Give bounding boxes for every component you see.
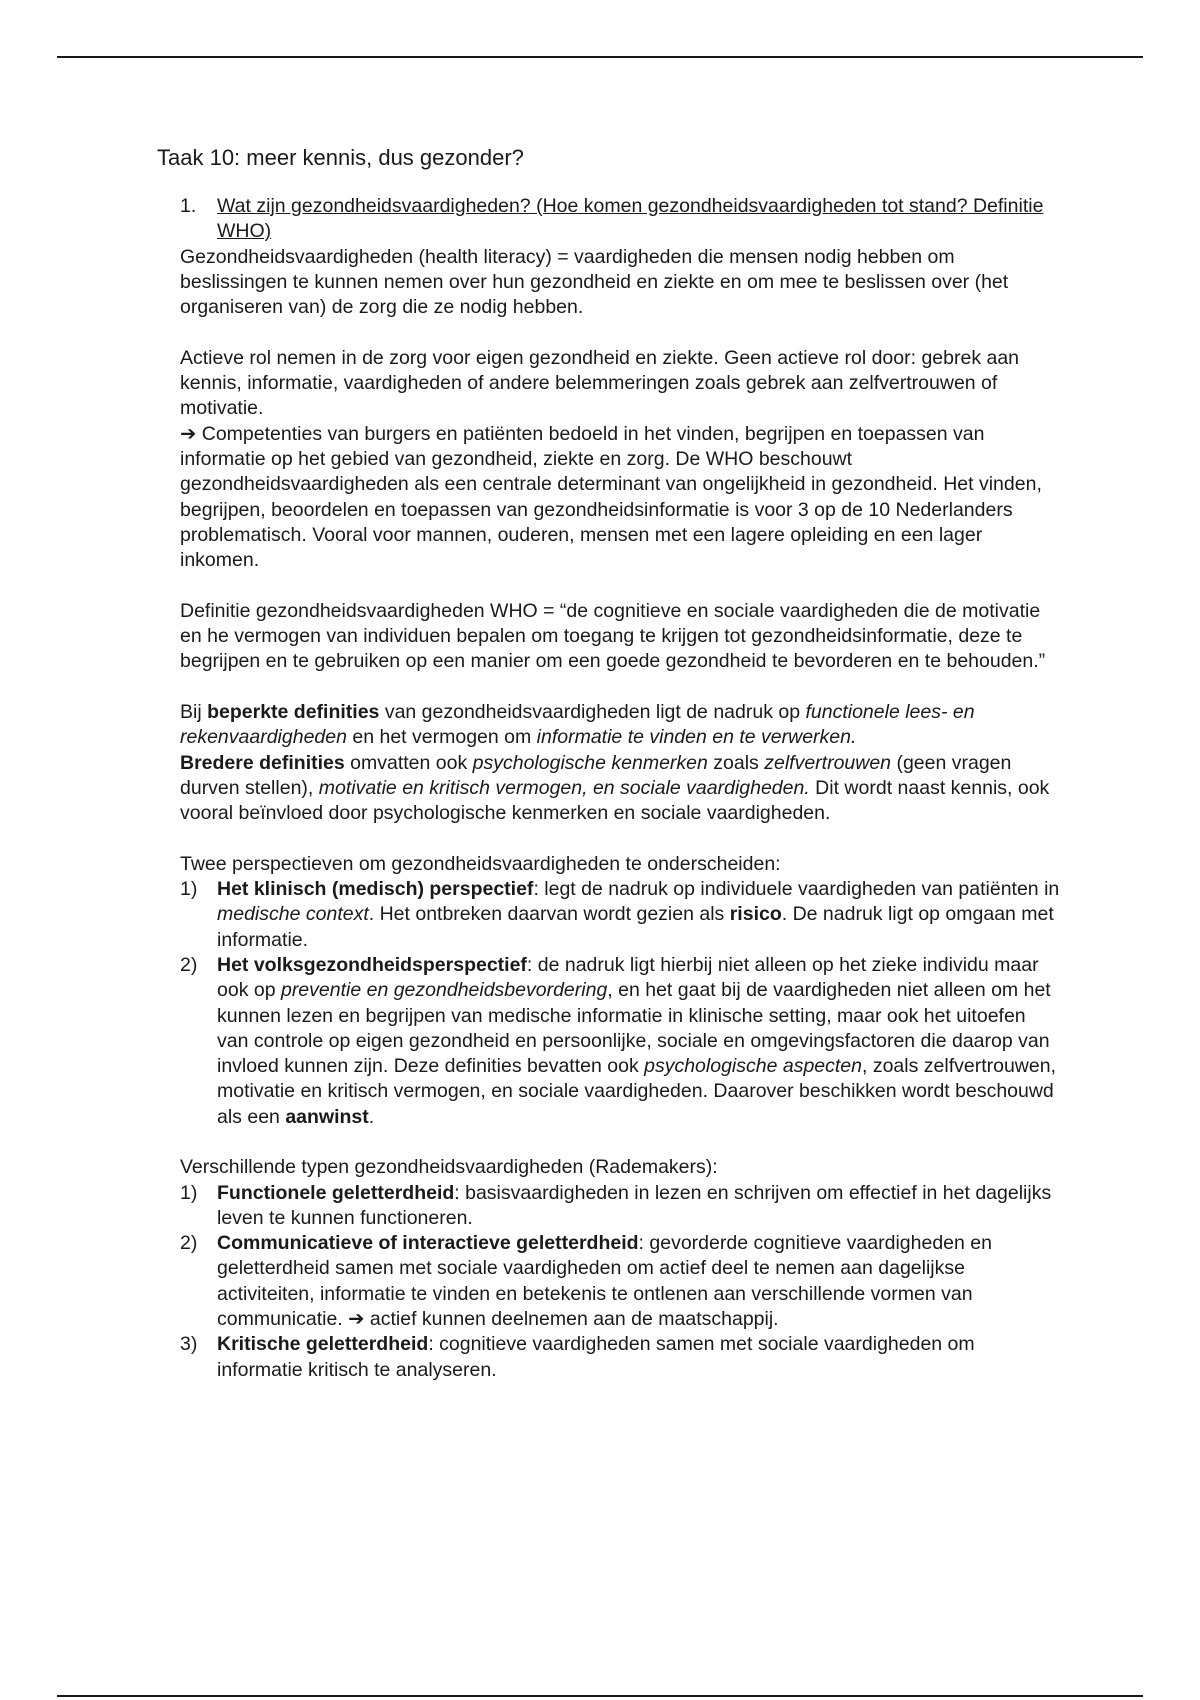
perspectives-intro: Twee perspectieven om gezondheidsvaardigheden te onderscheiden: xyxy=(180,852,781,875)
header-rule xyxy=(57,56,1143,58)
question-heading xyxy=(180,194,1060,245)
types-intro: Verschillende typen gezondheidsvaardigheden (Rademakers): xyxy=(180,1156,718,1179)
paragraph-who-definition: Definitie gezondheidsvaardigheden WHO = “de cognitieve en sociale vaardigheden die de motivatie en he vermogen van individuen bepalen om toegang te krijgen tot gezondheidsinformatie, deze te begrijpen en te gebruiken op een manier om een goede gezondheid te bevorderen en te behouden.” xyxy=(180,599,1046,673)
question-text: Wat zijn gezondheidsvaardigheden? (Hoe komen gezondheidsvaardigheden tot stand? Definitie WHO) xyxy=(217,195,1044,243)
list-item: 1) Functionele geletterdheid: basisvaardigheden in lezen en schrijven om effectief in het dagelijks leven te kunnen functioneren. xyxy=(180,1181,1052,1229)
list-item: 3) Kritische geletterdheid: cognitieve vaardigheden samen met sociale vaardigheden om informatie kritisch te analyseren. xyxy=(180,1333,975,1381)
paragraph-active-role: Actieve rol nemen in de zorg voor eigen gezondheid en ziekte. Geen actieve rol door: gebrek aan kennis, informatie, vaardigheden of andere belemmeringen zoals gebrek aan zelfvertrouwen of motivatie. xyxy=(180,346,1020,420)
list-item: 2) Het volksgezondheidsperspectief: de nadruk ligt hierbij niet alleen op het zieke individu maar ook op preventie en gezondheidsbevordering, en het gaat bij de vaardigheden niet alleen om het kunnen lezen en begrijpen van medische informatie in klinische setting, maar ook het uitoefen van controle op eigen gezondheid en persoonlijke, sociale en omgevingsfactoren die daarop van invloed kunnen zijn. Deze definities bevatten ook psychologische aspecten, zoals zelfvertrouwen, motivatie en kritisch vermogen, en sociale vaardigheden. Daarover beschikken wordt beschouwd als een aanwinst. xyxy=(180,953,1057,1128)
page-title: Taak 10: meer kennis, dus gezonder? xyxy=(157,145,524,170)
paragraph-competences: ➔ Competenties van burgers en patiënten bedoeld in het vinden, begrijpen en toepassen van informatie op het gebied van gezondheid, ziekte en zorg. De WHO beschouwt gezondheidsvaardigheden als een centrale determinant van ongelijkheid in gezondheid. Het vinden, begrijpen, beoordelen en toepassen van gezondheidsinformatie is voor 3 op de 10 Nederlanders problematisch. Vooral voor mannen, ouderen, mensen met een lagere opleiding en een lager inkomen. xyxy=(180,422,1042,572)
footer-rule xyxy=(57,1695,1143,1697)
list-item: 2) Communicatieve of interactieve geletterdheid: gevorderde cognitieve vaardigheden en geletterdheid samen met sociale vaardigheden om actief deel te nemen aan dagelijkse activiteiten, informatie te vinden en betekenis te ontlenen aan verschillende vormen van communicatie. ➔ actief kunnen deelnemen aan de maatschappij. xyxy=(180,1232,992,1331)
paragraph-definitions: Bij beperkte definities van gezondheidsvaardigheden ligt de nadruk op functionele lees- en rekenvaardigheden en het vermogen om informatie te vinden en te verwerken. Bredere definities omvatten ook psychologische kenmerken zoals zelfvertrouwen (geen vragen durven stellen), motivatie en kritisch vermogen, en sociale vaardigheden. Dit wordt naast kennis, ook vooral beïnvloed door psychologische kenmerken en sociale vaardigheden. xyxy=(180,700,1050,825)
paragraph-definition: Gezondheidsvaardigheden (health literacy) = vaardigheden die mensen nodig hebben om beslissingen te kunnen nemen over hun gezondheid en ziekte en om mee te beslissen over (het organiseren van) de zorg die ze nodig hebben. xyxy=(180,245,1009,319)
list-item: 1) Het klinisch (medisch) perspectief: legt de nadruk op individuele vaardigheden van patiënten in medische context. Het ontbreken daarvan wordt gezien als risico. De nadruk ligt op omgaan met informatie. xyxy=(180,878,1060,951)
question-number: 1. xyxy=(180,195,197,217)
document-body xyxy=(180,140,1060,1383)
